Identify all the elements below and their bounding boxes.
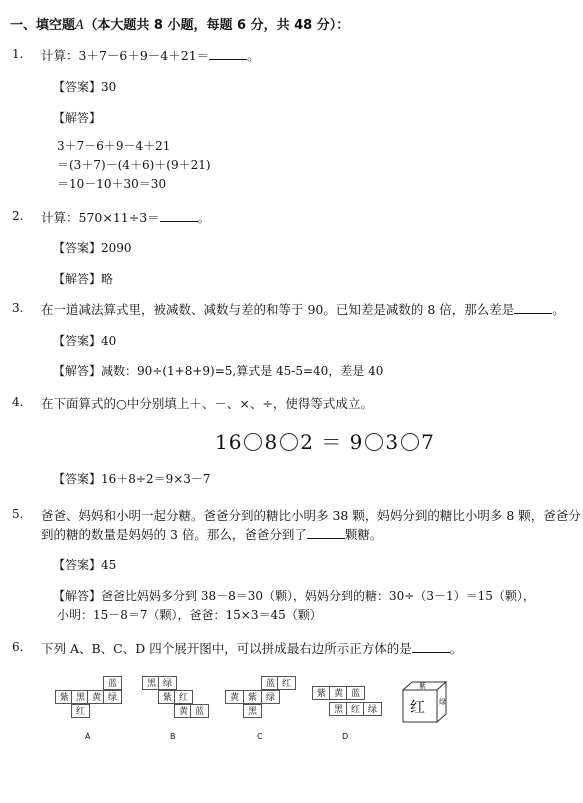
net-cell: 绿 xyxy=(158,676,177,690)
q4-expression: 16 8 2 ＝ 9 3 7 xyxy=(215,430,435,454)
q3-answer: 【答案】40 xyxy=(53,334,117,348)
net-cell: 绿 xyxy=(103,690,122,704)
net-cell: 黑 xyxy=(329,702,348,716)
q5-analysis-line1: 【解答】爸爸比妈妈多分到 38－8＝30（颗），妈妈分到的糖：30÷（3－1）＝15（颗）， xyxy=(53,589,535,603)
answer-blank xyxy=(160,212,198,222)
net-label: B xyxy=(170,732,176,741)
cube-side-label: 绿 xyxy=(439,698,446,706)
net-cell: 黄 xyxy=(329,686,348,700)
net-label: C xyxy=(257,732,263,741)
cube-top-label: 紫 xyxy=(419,682,426,690)
blank-circle-icon xyxy=(280,433,298,451)
q5-text-line2: 到的糖的数量是妈妈的 3 倍。那么，爸爸分到了 颗糖。 xyxy=(41,527,383,542)
net-cell: 紫 xyxy=(55,690,74,704)
net-cell: 红 xyxy=(346,702,365,716)
q5-analysis-line2: 小明：15－8＝7（颗），爸爸：15×3＝45（颗） xyxy=(57,608,322,622)
q5-text-line1: 爸爸、妈妈和小明一起分糖。爸爸分到的糖比小明多 38 颗，妈妈分到的糖比小明多 8 颗，爸爸分 xyxy=(41,508,581,523)
q2-number: 2. xyxy=(12,209,24,223)
q1-work xyxy=(57,137,211,194)
net-cell: 黑 xyxy=(71,690,90,704)
net-cell: 蓝 xyxy=(346,686,365,700)
target-cube xyxy=(402,680,448,724)
q4-number: 4. xyxy=(12,395,24,409)
q1-text: 计算：3＋7－6＋9－4＋21＝ 。 xyxy=(41,48,260,63)
work-line: ＝(3＋7)－(4＋6)＋(9＋21) xyxy=(57,158,211,172)
blank-circle-icon xyxy=(244,433,262,451)
net-cell: 绿 xyxy=(261,690,280,704)
q6-number: 6. xyxy=(12,640,24,654)
answer-blank xyxy=(307,529,345,539)
work-line: 3＋7－6＋9－4＋21 xyxy=(57,139,171,153)
q2-answer: 【答案】2090 xyxy=(53,241,132,255)
q4-answer: 【答案】16＋8÷2＝9×3－7 xyxy=(53,472,211,486)
q3-analysis: 【解答】减数：90÷(1+8+9)=5,算式是 45-5=40，差是 40 xyxy=(53,364,384,378)
net-cell: 紫 xyxy=(243,690,262,704)
net-cell: 蓝 xyxy=(261,676,280,690)
q6-text: 下列 A、B、C、D 四个展开图中，可以拼成最右边所示正方体的是 。 xyxy=(41,641,463,656)
net-cell: 黄 xyxy=(174,704,193,718)
net-cell: 绿 xyxy=(363,702,382,716)
q1-analysis: 【解答】 xyxy=(53,111,102,125)
blank-circle-icon xyxy=(365,433,383,451)
q1-answer: 【答案】30 xyxy=(53,80,117,94)
net-cell: 黑 xyxy=(243,704,262,718)
q4-text: 在下面算式的○中分别填上＋、－、×、÷，使得等式成立。 xyxy=(41,396,373,411)
net-cell: 紫 xyxy=(158,690,177,704)
work-line: ＝10－10＋30＝30 xyxy=(57,177,167,191)
section-title: 一、填空题A（本大题共 8 小题，每题 6 分，共 48 分）： xyxy=(10,18,350,33)
net-cell: 红 xyxy=(71,704,90,718)
net-cell: 蓝 xyxy=(103,676,122,690)
cube-front-label: 红 xyxy=(410,698,426,716)
q2-analysis: 【解答】略 xyxy=(53,272,114,286)
net-cell: 黄 xyxy=(87,690,106,704)
net-cell: 黄 xyxy=(225,690,244,704)
net-cell: 黑 xyxy=(142,676,161,690)
q5-number: 5. xyxy=(12,507,24,521)
answer-blank xyxy=(514,304,552,314)
net-cell: 紫 xyxy=(312,686,331,700)
answer-blank xyxy=(209,50,247,60)
blank-circle-icon xyxy=(401,433,419,451)
net-label: D xyxy=(342,732,349,741)
answer-blank xyxy=(412,643,450,653)
net-label: A xyxy=(85,732,91,741)
q2-text: 计算：570×11÷3＝ 。 xyxy=(41,210,211,225)
net-cell: 蓝 xyxy=(190,704,209,718)
net-cell: 红 xyxy=(174,690,193,704)
q1-number: 1. xyxy=(12,47,24,61)
q3-number: 3. xyxy=(12,301,24,315)
net-cell: 红 xyxy=(277,676,296,690)
q3-text: 在一道减法算式里，被减数、减数与差的和等于 90。已知差是减数的 8 倍，那么差是 。 xyxy=(41,302,565,317)
q5-answer: 【答案】45 xyxy=(53,558,117,572)
